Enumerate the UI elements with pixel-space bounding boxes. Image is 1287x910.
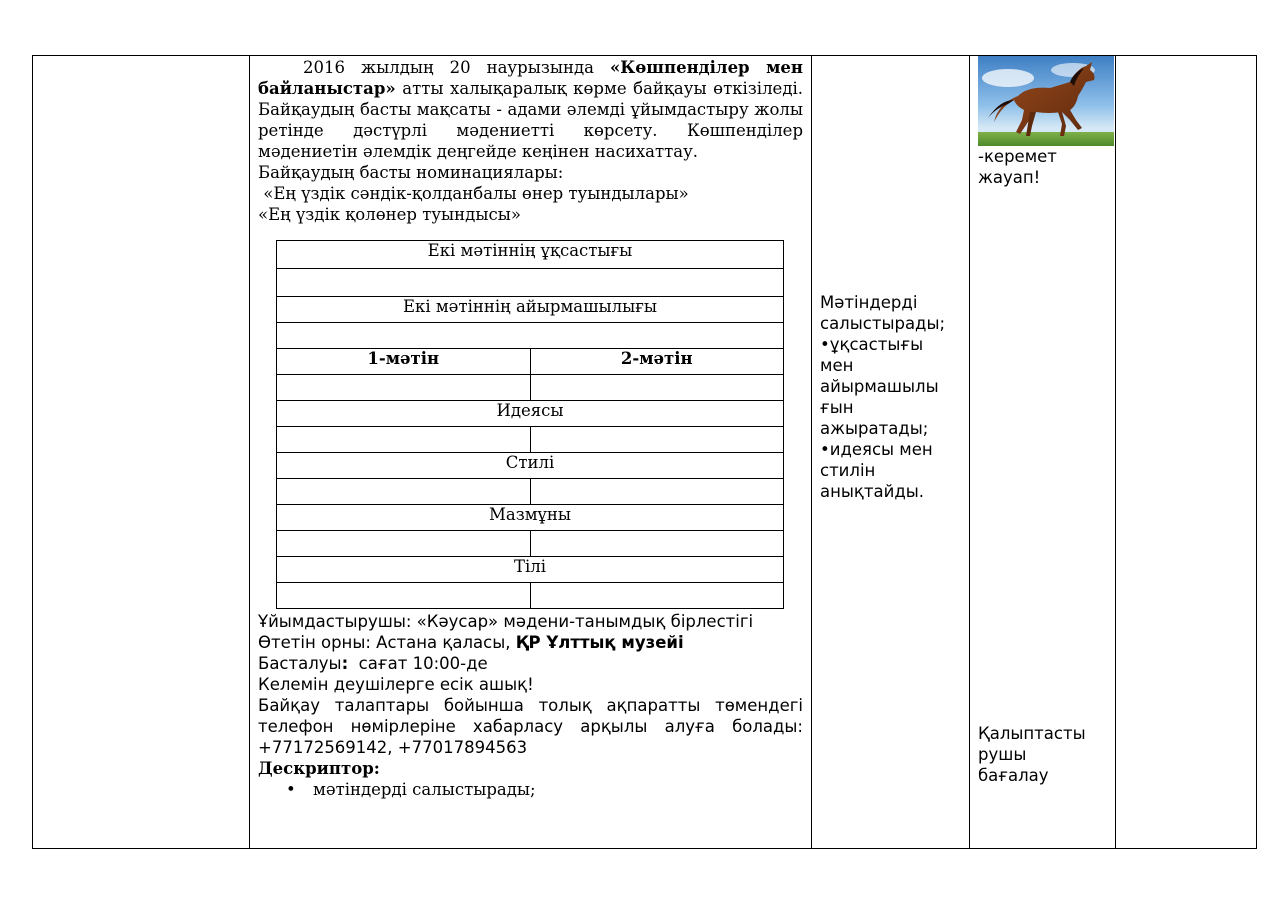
difference-header: Екі мәтіннің айырмашылығы: [277, 297, 784, 323]
list-item: • мәтіндерді салыстырады;: [286, 780, 536, 799]
descriptor-text-line: •идеясы мен: [820, 440, 933, 459]
text1-header: 1-мәтін: [277, 349, 531, 375]
nominations-heading: Байқаудың басты номинациялары:: [258, 163, 564, 182]
text2-header: 2-мәтін: [530, 349, 784, 375]
language-header: Тілі: [277, 557, 784, 583]
nomination-1: «Ең үздік сәндік-қолданбалы өнер туындылары»: [258, 184, 689, 203]
empty-cell-left: [33, 56, 250, 849]
difference-empty-cell: [277, 323, 784, 349]
empty-cell: [530, 427, 784, 453]
empty-cell: [530, 531, 784, 557]
contact-paragraph: Байқау талаптары бойынша толық ақпаратты төмендегі телефон нөмірлеріне хабарласу арқылы алуға болады: +77172569142, +77017894563: [258, 696, 803, 757]
empty-cell: [530, 375, 784, 401]
intro-paragraph: [258, 57, 803, 162]
comparison-table: [276, 240, 784, 609]
empty-cell: [277, 375, 531, 401]
venue-line: Өтетін орны: Астана қаласы, ҚР Ұлттық музейі: [258, 633, 684, 652]
empty-cell: [277, 583, 531, 609]
empty-cell: [277, 427, 531, 453]
descriptor-cell: [812, 56, 970, 849]
organizer-line: Ұйымдастырушы: «Кәусар» мәдени-танымдық бірлестігі: [258, 612, 754, 631]
assessment-type-text: Қалыптасты рушы бағалау: [978, 724, 1086, 785]
similarity-empty-cell: [277, 269, 784, 297]
descriptor-text-line: салыстырады;: [820, 314, 946, 333]
assessment-cell: [970, 56, 1116, 849]
content-header: Мазмұны: [277, 505, 784, 531]
descriptor-text-line: айырмашылы: [820, 377, 939, 396]
intro-exhibition-title: «Көшпенділер мен байланыстар»: [258, 58, 803, 98]
empty-cell: [530, 479, 784, 505]
empty-cell-right: [1116, 56, 1257, 849]
content-cell: [250, 56, 812, 849]
bullet-icon: •: [286, 780, 296, 799]
descriptor-text-line: ажыратады;: [820, 419, 929, 438]
intro-prefix: 2016 жылдың 20 наурызында: [303, 58, 610, 77]
descriptor-text-line: анықтайды.: [820, 482, 925, 501]
nomination-2: «Ең үздік қолөнер туындысы»: [258, 205, 521, 224]
start-line: Басталуы: сағат 10:00-де: [258, 654, 488, 673]
lesson-row: [33, 56, 1257, 849]
intro-rest: атты халықаралық көрме байқауы өткізіледі. Байқаудың басты мақсаты - адами әлемді ұйымдастыру жолы ретінде дәстүрлі мәдениетті көрсету. Көшпенділер мәдениетін әлемдік деңгейде кеңінен насихаттау.: [258, 79, 803, 161]
empty-cell: [277, 531, 531, 557]
welcome-line: Келемін деушілерге есік ашық!: [258, 675, 534, 694]
lesson-plan-table: [32, 55, 1257, 849]
praise-text: -керемет жауап!: [978, 147, 1057, 187]
descriptor-heading: Дескриптор:: [258, 759, 380, 778]
descriptor-text-line: ғын: [820, 398, 854, 417]
empty-cell: [530, 583, 784, 609]
descriptor-text-line: Мәтіндерді: [820, 293, 918, 312]
descriptor-text-line: •ұқсастығы: [820, 335, 924, 354]
idea-header: Идеясы: [277, 401, 784, 427]
descriptor-text-line: мен: [820, 356, 854, 375]
empty-cell: [277, 479, 531, 505]
horse-photo-icon: [978, 56, 1114, 146]
style-header: Стилі: [277, 453, 784, 479]
similarity-header: Екі мәтіннің ұқсастығы: [277, 241, 784, 269]
descriptor-list: [258, 779, 803, 800]
descriptor-text-line: стилін: [820, 461, 876, 480]
